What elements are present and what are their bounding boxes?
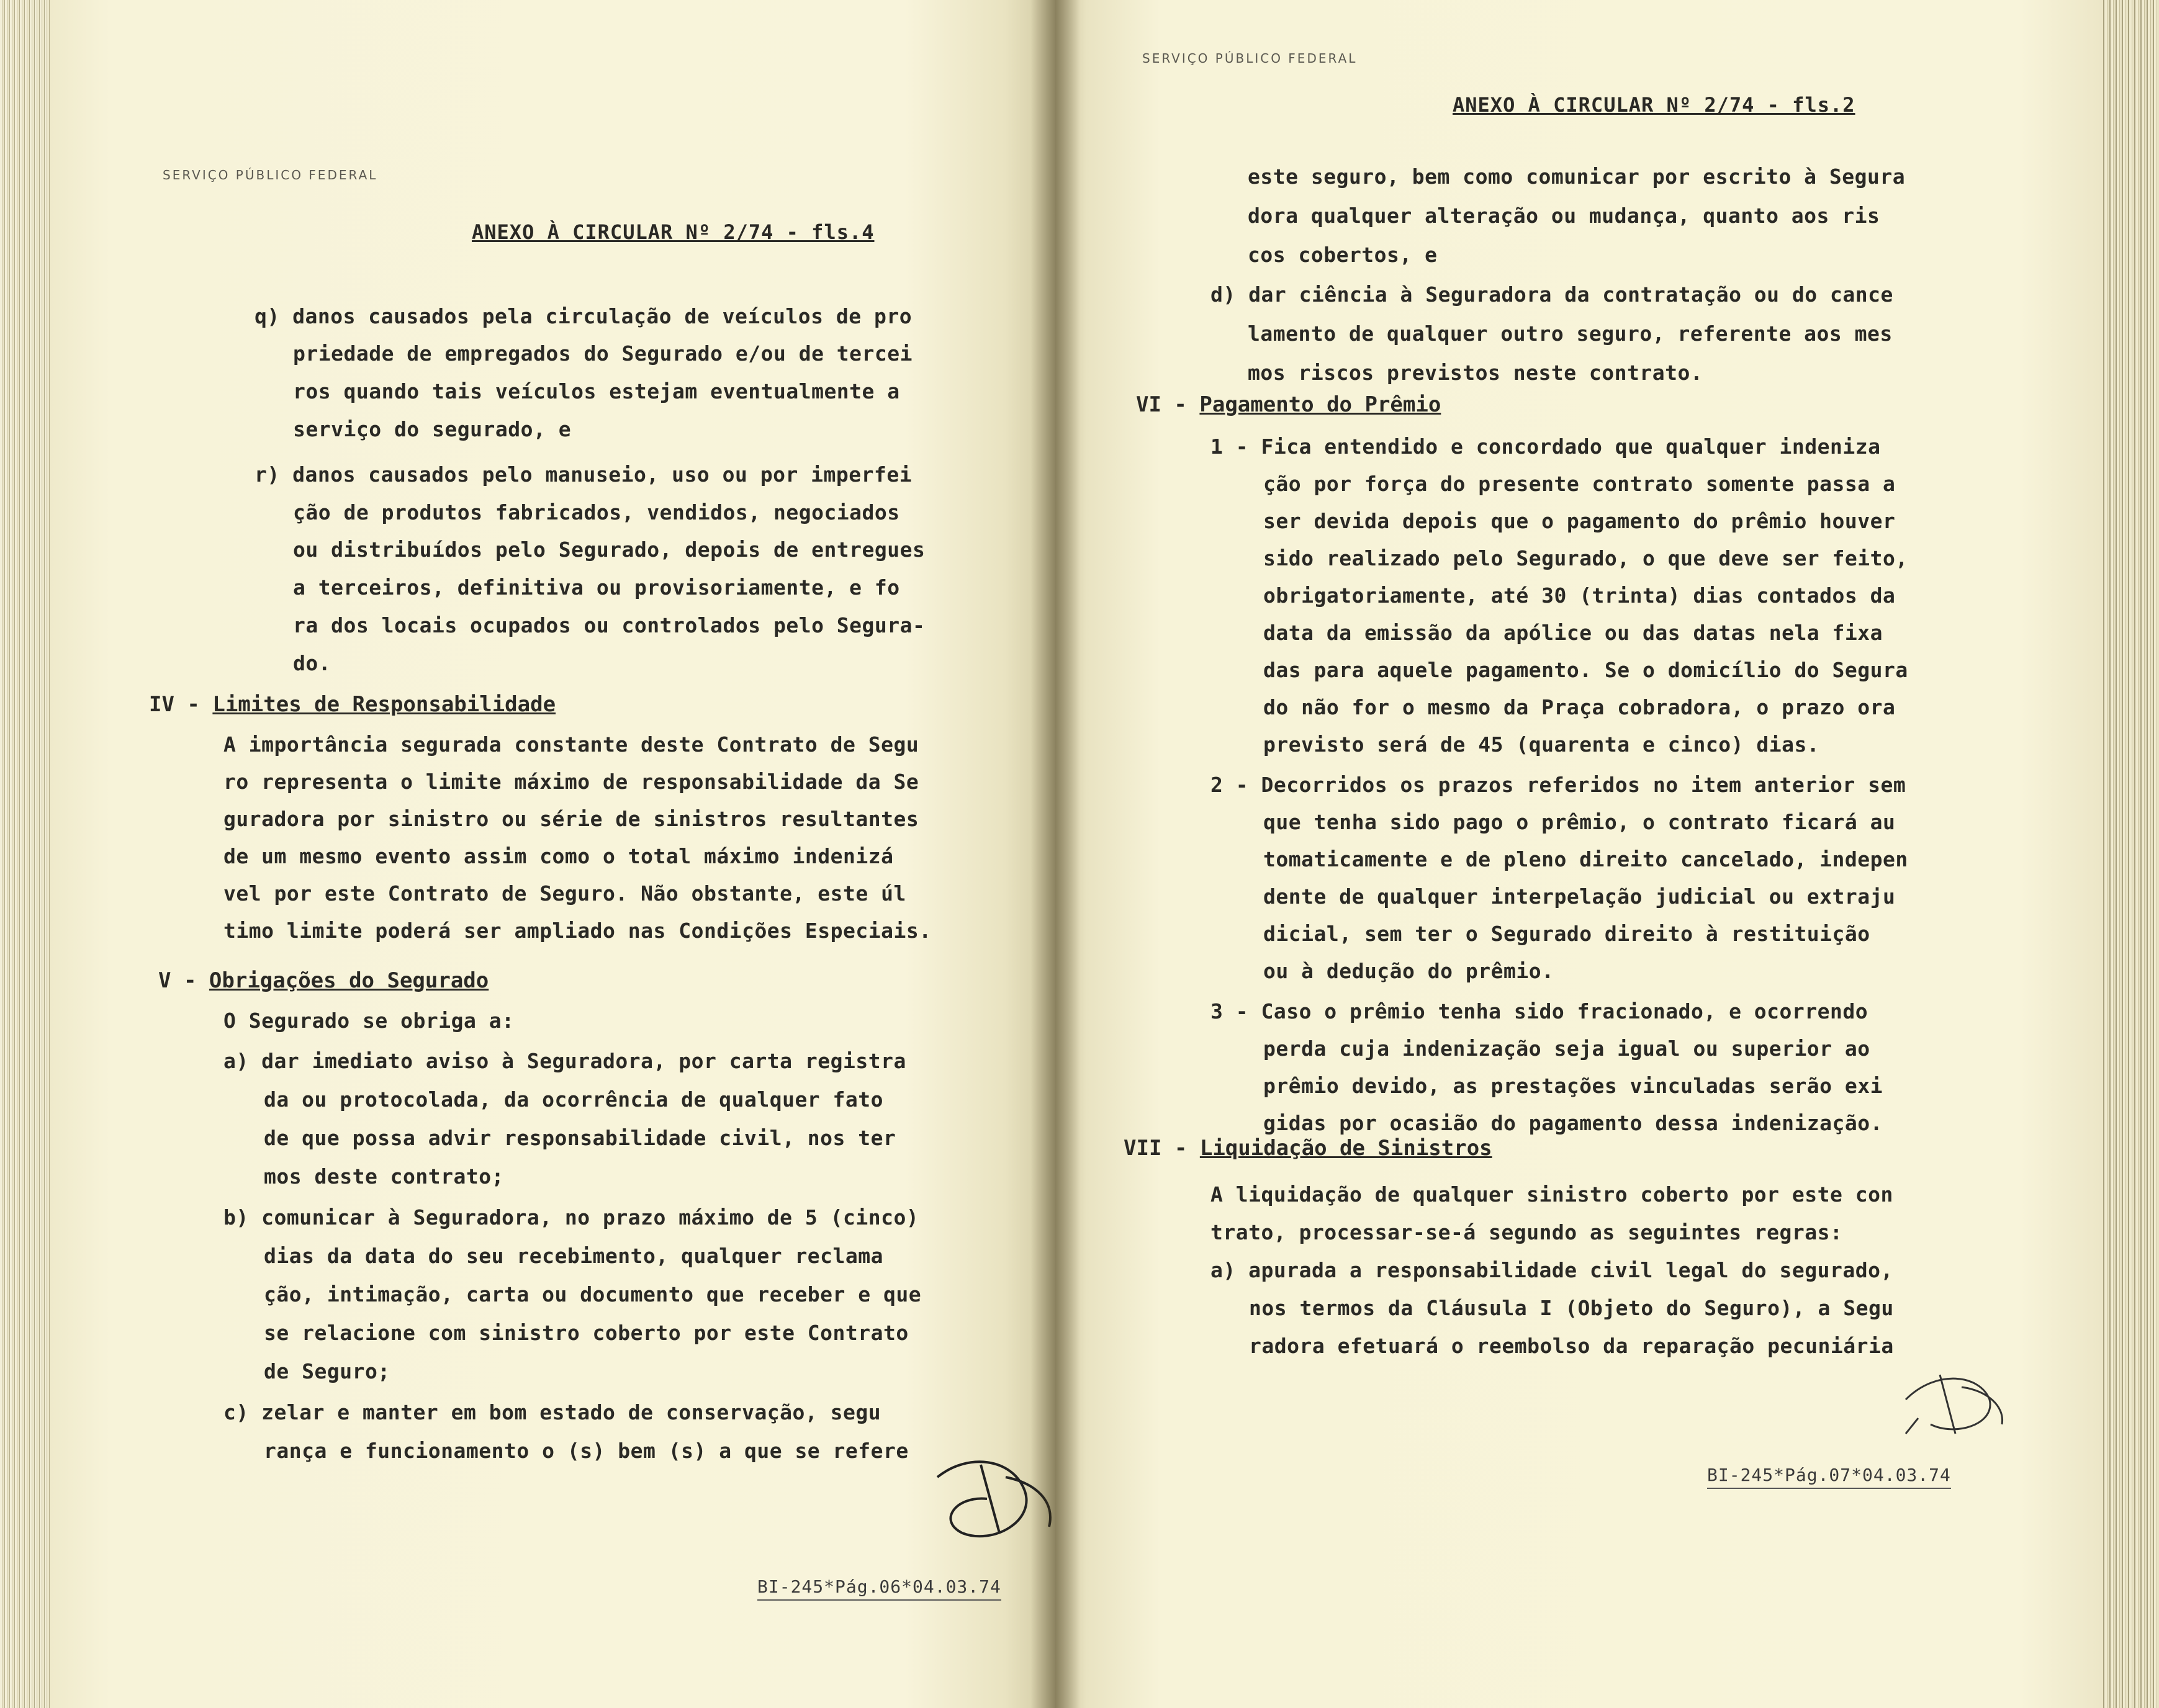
text-line: radora efetuará o reembolso da reparação pecuniária [1249, 1334, 1894, 1358]
text-line: timo limite poderá ser ampliado nas Condições Especiais. [223, 919, 932, 943]
book-gutter [1030, 0, 1080, 1708]
text-line: mos riscos previstos neste contrato. [1248, 361, 1703, 385]
text-line: a) apurada a responsabilidade civil legal do segurado, [1210, 1258, 1893, 1282]
text-line: priedade de empregados do Segurado e/ou de tercei [293, 341, 913, 366]
section-heading-iv: IV - Limites de Responsabilidade [149, 692, 556, 717]
text-line: obrigatoriamente, até 30 (trinta) dias contados da [1263, 583, 1896, 608]
text-line: previsto será de 45 (quarenta e cinco) dias. [1263, 732, 1820, 757]
text-line: se relacione com sinistro coberto por este Contrato [264, 1321, 909, 1345]
text-line: b) comunicar à Seguradora, no prazo máximo de 5 (cinco) [223, 1205, 919, 1229]
text-line: serviço do segurado, e [293, 417, 572, 441]
text-line: ou distribuídos pelo Segurado, depois de entregues [293, 537, 926, 562]
page-reference-text: BI-245*Pág.07*04.03.74 [1707, 1465, 1951, 1489]
text-line: nos termos da Cláusula I (Objeto do Seguro), a Segu [1249, 1296, 1894, 1320]
section-number: IV [149, 692, 174, 717]
text-line: gidas por ocasião do pagamento dessa indenização. [1263, 1111, 1883, 1135]
text-line: guradora por sinistro ou série de sinistros resultantes [223, 807, 919, 831]
text-line: dente de qualquer interpelação judicial ou extraju [1263, 884, 1896, 909]
page-title: ANEXO À CIRCULAR Nº 2/74 - fls.2 [1453, 93, 1855, 117]
text-line: da ou protocolada, da ocorrência de qualquer fato [264, 1087, 884, 1112]
book-page-edges-right [2103, 0, 2159, 1708]
text-line: este seguro, bem como comunicar por escrito à Segura [1248, 164, 1906, 189]
text-line: a terceiros, definitiva ou provisoriamente, e fo [293, 575, 900, 600]
section-number: VII [1124, 1136, 1162, 1161]
right-page [1055, 0, 2103, 1708]
text-line: vel por este Contrato de Seguro. Não obstante, este úl [223, 881, 906, 906]
signature-initials [1881, 1356, 2030, 1443]
text-line: d) dar ciência à Seguradora da contratação ou do cance [1210, 282, 1893, 307]
text-line: data da emissão da apólice ou das datas nela fixa [1263, 621, 1883, 645]
text-line: tomaticamente e de pleno direito cancelado, indepen [1263, 847, 1908, 871]
text-line: ou à dedução do prêmio. [1263, 959, 1554, 983]
section-title: Pagamento do Prêmio [1199, 392, 1441, 417]
text-line: do. [293, 651, 331, 675]
text-line: A importância segurada constante deste Contrato de Segu [223, 732, 919, 757]
text-line: das para aquele pagamento. Se o domicílio do Segura [1263, 658, 1908, 682]
text-line: q) danos causados pela circulação de veículos de pro [255, 304, 913, 328]
text-line: ro representa o limite máximo de responsabilidade da Se [223, 770, 919, 794]
text-line: que tenha sido pago o prêmio, o contrato ficará au [1263, 810, 1896, 834]
text-line: ção, intimação, carta ou documento que receber e que [264, 1282, 922, 1306]
text-line: 1 - Fica entendido e concordado que qualquer indeniza [1210, 434, 1881, 459]
book-page-edges-left [0, 0, 50, 1708]
text-line: sido realizado pelo Segurado, o que deve ser feito, [1263, 546, 1908, 570]
section-heading-v: V - Obrigações do Segurado [158, 968, 489, 993]
text-line: dicial, sem ter o Segurado direito à restituição [1263, 922, 1870, 946]
text-line: de Seguro; [264, 1359, 390, 1383]
section-title: Liquidação de Sinistros [1199, 1136, 1492, 1161]
text-line: ros quando tais veículos estejam eventualmente a [293, 379, 900, 403]
page-reference-text: BI-245*Pág.06*04.03.74 [757, 1576, 1001, 1601]
page-reference [1707, 1465, 1951, 1485]
text-line: do não for o mesmo da Praça cobradora, o prazo ora [1263, 695, 1896, 719]
section-title: Obrigações do Segurado [209, 968, 489, 993]
section-heading-vi: VI - Pagamento do Prêmio [1136, 392, 1441, 417]
text-line: r) danos causados pelo manuseio, uso ou por imperfei [255, 462, 913, 487]
page-reference [757, 1576, 1001, 1597]
text-line: O Segurado se obriga a: [223, 1009, 515, 1033]
text-line: 2 - Decorridos os prazos referidos no item anterior sem [1210, 773, 1906, 797]
text-line: dora qualquer alteração ou mudança, quanto aos ris [1248, 204, 1880, 228]
text-line: de que possa advir responsabilidade civil, nos ter [264, 1126, 896, 1150]
text-line: mos deste contrato; [264, 1164, 504, 1189]
text-line: rança e funcionamento o (s) bem (s) a que se refere [264, 1439, 909, 1463]
section-title: Limites de Responsabilidade [212, 692, 556, 717]
page-title: ANEXO À CIRCULAR Nº 2/74 - fls.4 [472, 220, 875, 244]
section-number: VI [1136, 392, 1161, 417]
text-line: dias da data do seu recebimento, qualquer reclama [264, 1244, 884, 1268]
page-header: SERVIÇO PÚBLICO FEDERAL [1142, 51, 1358, 66]
text-line: perda cuja indenização seja igual ou superior ao [1263, 1036, 1870, 1061]
left-page [50, 0, 1055, 1708]
text-line: ra dos locais ocupados ou controlados pelo Segura- [293, 613, 926, 637]
text-line: c) zelar e manter em bom estado de conservação, segu [223, 1400, 881, 1424]
text-line: ção de produtos fabricados, vendidos, negociados [293, 500, 900, 524]
text-line: ção por força do presente contrato somente passa a [1263, 472, 1896, 496]
text-line: trato, processar-se-á segundo as seguintes regras: [1210, 1220, 1843, 1244]
text-line: prêmio devido, as prestações vinculadas serão exi [1263, 1074, 1883, 1098]
text-line: ser devida depois que o pagamento do prêmio houver [1263, 509, 1896, 533]
text-line: de um mesmo evento assim como o total máximo indenizá [223, 844, 894, 868]
text-line: lamento de qualquer outro seguro, referente aos mes [1248, 321, 1893, 346]
text-line: A liquidação de qualquer sinistro coberto por este con [1210, 1182, 1893, 1207]
section-number: V [158, 968, 171, 993]
text-line: cos cobertos, e [1248, 243, 1438, 267]
text-line: a) dar imediato aviso à Seguradora, por carta registra [223, 1049, 906, 1073]
page-header: SERVIÇO PÚBLICO FEDERAL [163, 168, 378, 182]
text-line: 3 - Caso o prêmio tenha sido fracionado, e ocorrendo [1210, 999, 1868, 1023]
section-heading-vii: VII - Liquidação de Sinistros [1124, 1136, 1492, 1161]
